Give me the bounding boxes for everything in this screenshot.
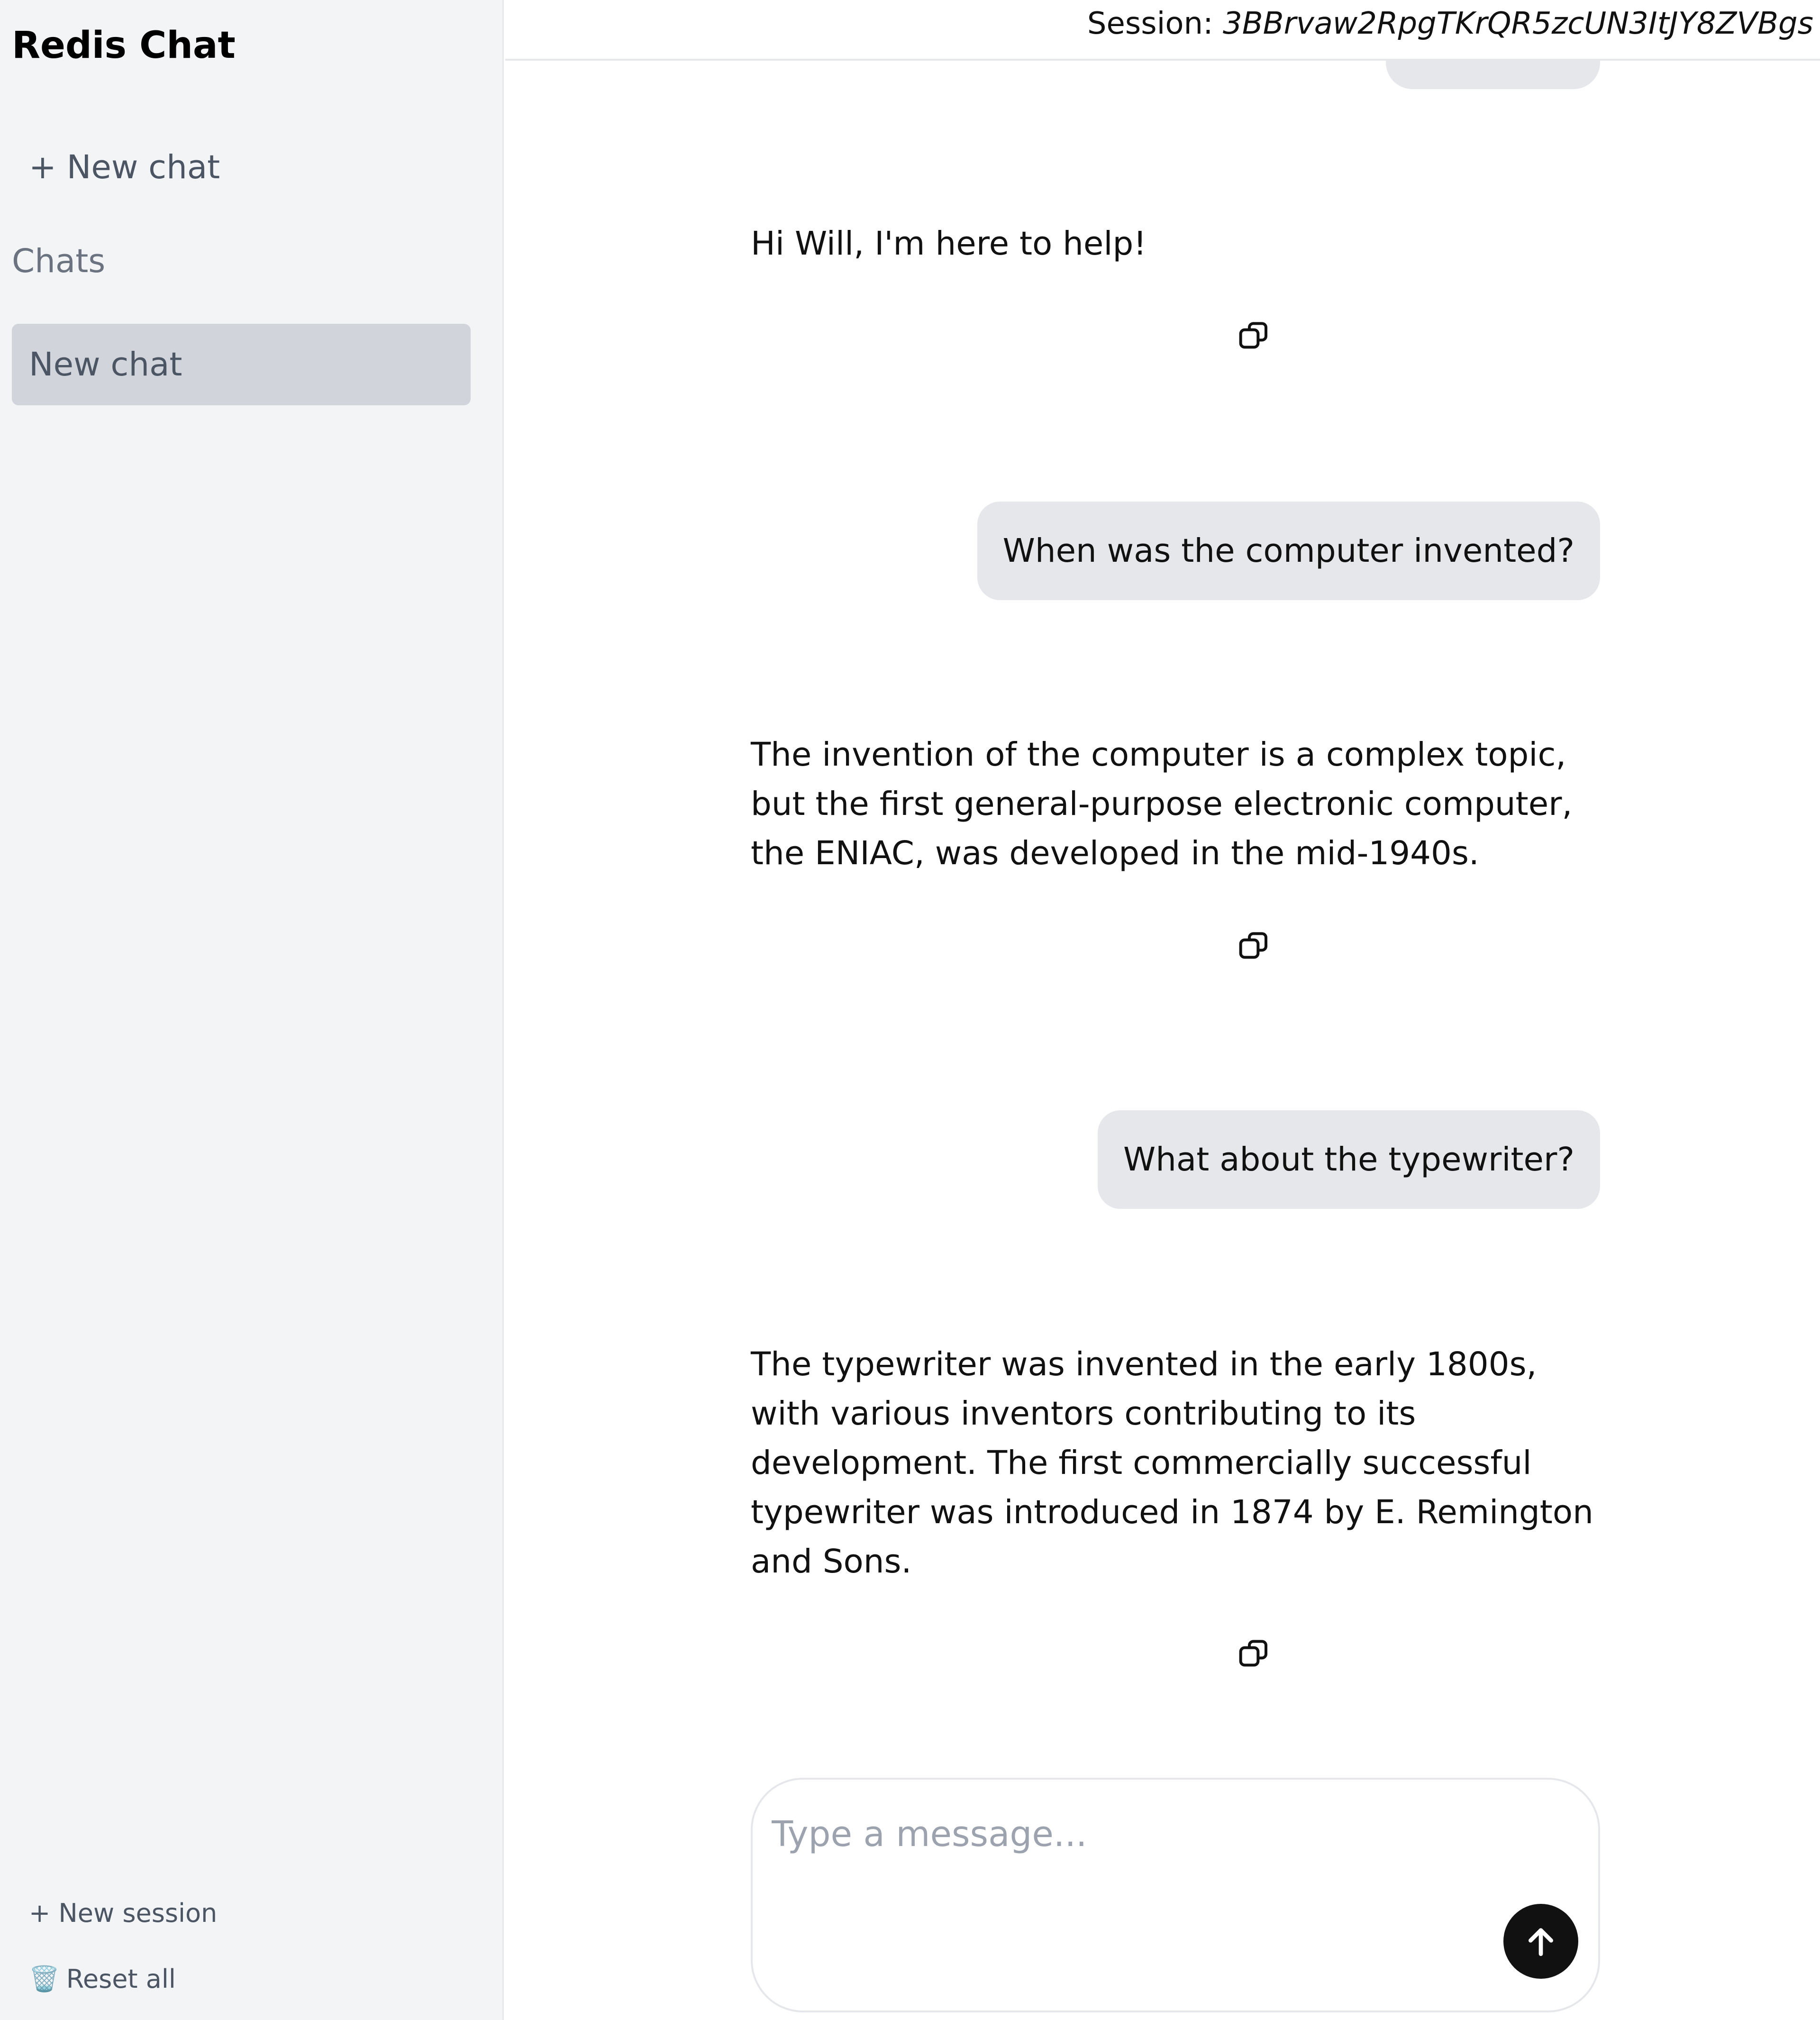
reset-all-label: Reset all: [66, 1964, 176, 1994]
session-info: [1087, 6, 1813, 42]
assistant-message: The typewriter was invented in the early 1800s, with various inventors contributing to its development. The first commercially successful typewriter was introduced in 1874 by E. Remington and Sons.: [751, 1345, 1593, 1581]
copy-message-button[interactable]: [1229, 1629, 1279, 1679]
message-input[interactable]: [772, 1803, 1530, 1865]
session-id: 3BBrvaw2RpgTKrQR5zcUN3ItJY8ZVBgs: [1222, 6, 1813, 41]
new-session-button[interactable]: + New session: [29, 1898, 218, 1928]
chat-list-item-active[interactable]: New chat: [12, 324, 471, 405]
copy-icon: [1235, 927, 1273, 965]
app-title: Redis Chat: [12, 24, 236, 67]
trash-icon: 🗑️: [29, 1965, 60, 1993]
copy-icon: [1235, 317, 1273, 355]
copy-message-button[interactable]: [1229, 922, 1279, 971]
assistant-message: Hi Will, I'm here to help!: [751, 225, 1147, 263]
copy-message-button[interactable]: [1229, 311, 1279, 361]
copy-icon: [1235, 1635, 1273, 1673]
sidebar: [0, 0, 504, 2020]
user-message-bubble: When was the computer invented?: [977, 502, 1600, 600]
assistant-message: The invention of the computer is a complex topic, but the first general-purpose electronic computer, the ENIAC, was developed in the mid-1940s.: [751, 736, 1573, 872]
session-label: Session:: [1087, 6, 1223, 41]
send-button[interactable]: [1503, 1904, 1578, 1979]
chat-main: [505, 0, 1820, 2020]
user-message-bubble: What about the typewriter?: [1098, 1110, 1600, 1209]
reset-all-button[interactable]: [12, 1955, 176, 2002]
arrow-up-icon: [1522, 1922, 1560, 1960]
session-header: [505, 0, 1820, 61]
new-chat-button[interactable]: + New chat: [29, 148, 220, 186]
message-composer: [751, 1778, 1600, 2012]
chats-heading: Chats: [12, 242, 106, 280]
